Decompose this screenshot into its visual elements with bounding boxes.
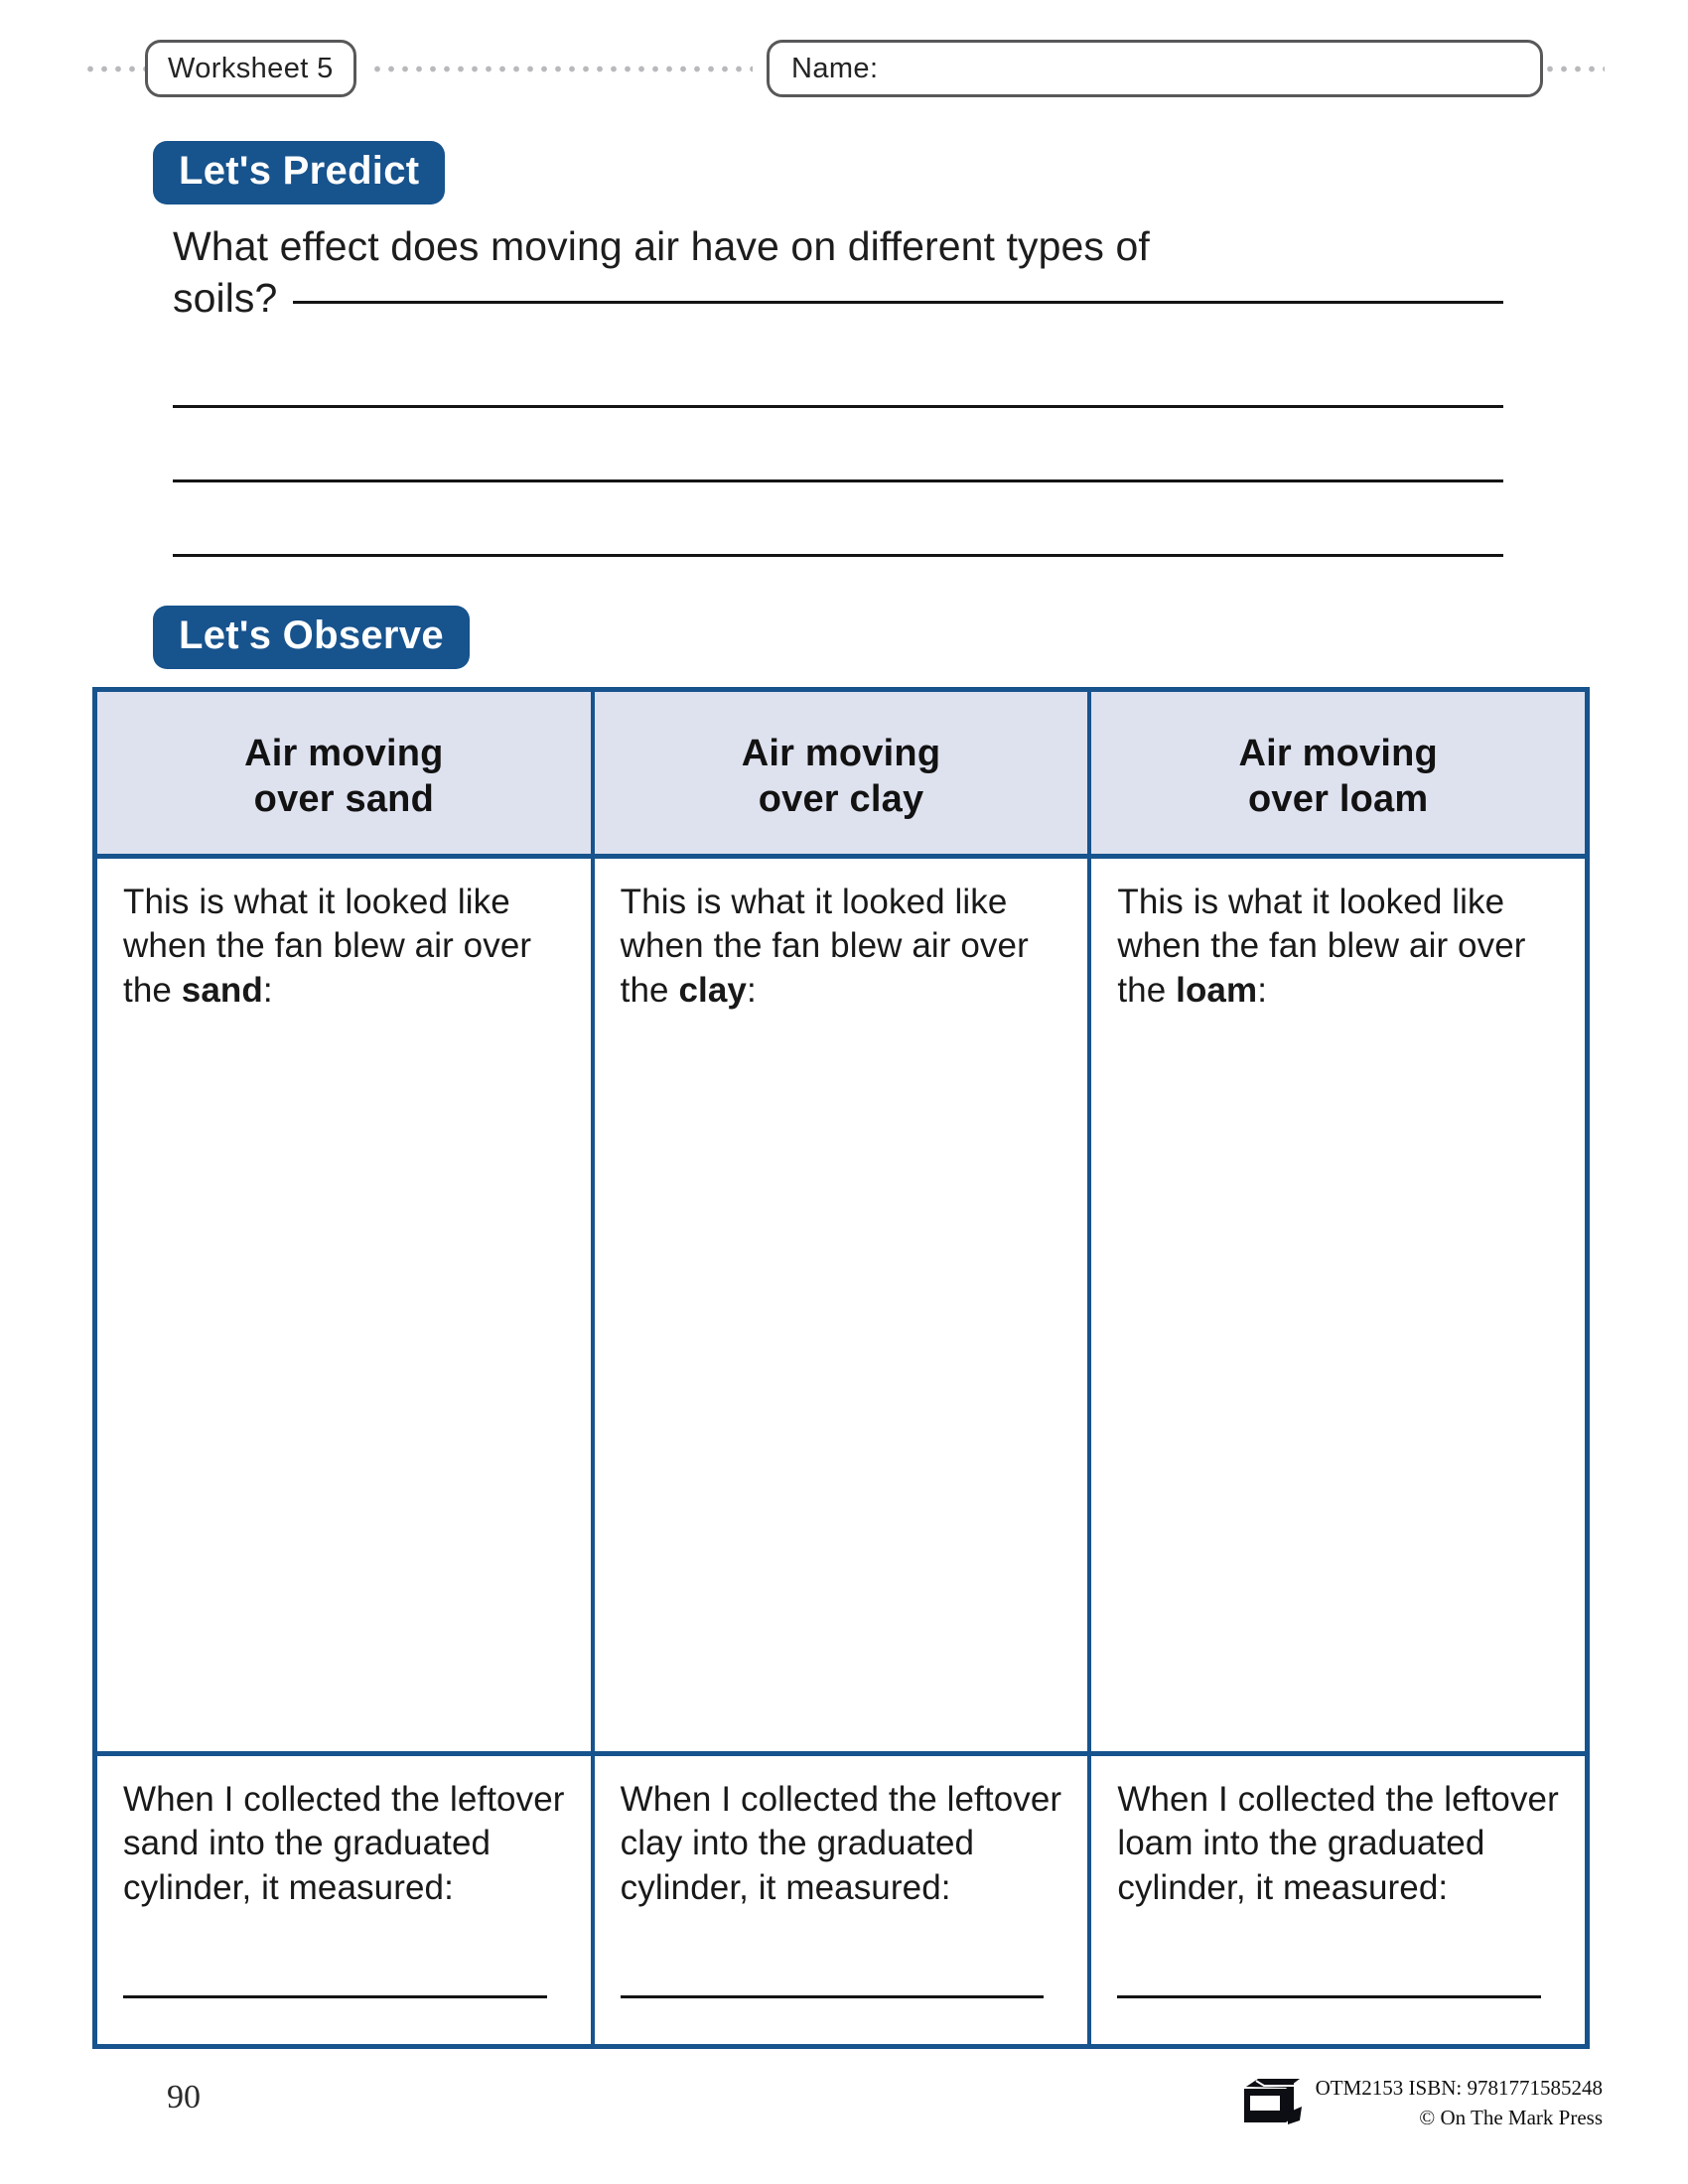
observation-sand-soil: sand	[181, 970, 263, 1010]
observation-table	[92, 687, 1590, 2049]
predict-question-line-1: What effect does moving air have on different types of	[173, 223, 1150, 269]
predict-answer-line-4[interactable]	[173, 554, 1503, 557]
footer-catalog-isbn: OTM2153 ISBN: 9781771585248	[1315, 2076, 1603, 2100]
predict-question-line-2: soils?	[173, 275, 278, 322]
header-loam-line-1: Air moving	[1238, 733, 1438, 774]
header-loam-line-2: over loam	[1248, 777, 1429, 820]
footer-publisher-block	[1242, 2073, 1603, 2133]
observation-loam-soil: loam	[1176, 970, 1258, 1010]
observation-loam-suffix: :	[1257, 970, 1268, 1010]
worksheet-label-text: Worksheet 5	[168, 52, 334, 84]
observation-clay-suffix: :	[746, 970, 757, 1010]
measurement-cell-loam[interactable]	[1091, 1756, 1585, 2044]
name-field-label: Name:	[791, 52, 879, 84]
measurement-cell-clay[interactable]	[595, 1756, 1092, 2044]
on-the-mark-press-logo-icon	[1242, 2077, 1304, 2132]
measurement-loam-text: When I collected the leftover loam into the graduated cylinder, it measured:	[1117, 1780, 1559, 1907]
table-header-cell-loam	[1091, 692, 1585, 854]
header-dotted-rule-right	[1543, 66, 1605, 72]
section-badge-predict: Let's Predict	[153, 141, 445, 205]
predict-answer-line-1[interactable]	[293, 301, 1503, 304]
header-dotted-rule-middle	[370, 66, 753, 72]
header-sand-line-1: Air moving	[244, 733, 444, 774]
observation-cell-clay[interactable]	[595, 859, 1092, 1751]
predict-answer-line-3[interactable]	[173, 479, 1503, 482]
measurement-loam-answer-line[interactable]	[1117, 1995, 1541, 1998]
page-number: 90	[167, 2079, 201, 2116]
footer-copyright: © On The Mark Press	[1419, 2106, 1603, 2130]
name-field-box[interactable]	[767, 40, 1543, 97]
table-observation-row	[97, 859, 1585, 1756]
table-header-row	[97, 692, 1585, 859]
measurement-sand-answer-line[interactable]	[123, 1995, 547, 1998]
observation-clay-prefix: This is what it looked like when the fan blew air over the	[620, 883, 1029, 1010]
header-clay-line-2: over clay	[758, 777, 924, 820]
observation-sand-prefix: This is what it looked like when the fan blew air over the	[123, 883, 532, 1010]
header-sand-line-2: over sand	[253, 777, 434, 820]
observation-sand-suffix: :	[262, 970, 273, 1010]
predict-answer-line-2[interactable]	[173, 405, 1503, 408]
header-dotted-rule-left	[83, 66, 145, 72]
section-badge-observe: Let's Observe	[153, 606, 470, 669]
measurement-clay-answer-line[interactable]	[621, 1995, 1045, 1998]
page-header	[0, 38, 1688, 99]
table-measurement-row	[97, 1756, 1585, 2044]
table-header-cell-sand	[97, 692, 595, 854]
predict-question-block	[173, 220, 1503, 325]
measurement-sand-text: When I collected the leftover sand into the graduated cylinder, it measured:	[123, 1780, 565, 1907]
measurement-clay-text: When I collected the leftover clay into the graduated cylinder, it measured:	[620, 1780, 1062, 1907]
worksheet-label-box	[145, 40, 356, 97]
header-clay-line-1: Air moving	[741, 733, 941, 774]
observation-cell-loam[interactable]	[1091, 859, 1585, 1751]
observation-cell-sand[interactable]	[97, 859, 595, 1751]
observation-loam-prefix: This is what it looked like when the fan blew air over the	[1117, 883, 1526, 1010]
observation-clay-soil: clay	[678, 970, 747, 1010]
measurement-cell-sand[interactable]	[97, 1756, 595, 2044]
table-header-cell-clay	[595, 692, 1092, 854]
